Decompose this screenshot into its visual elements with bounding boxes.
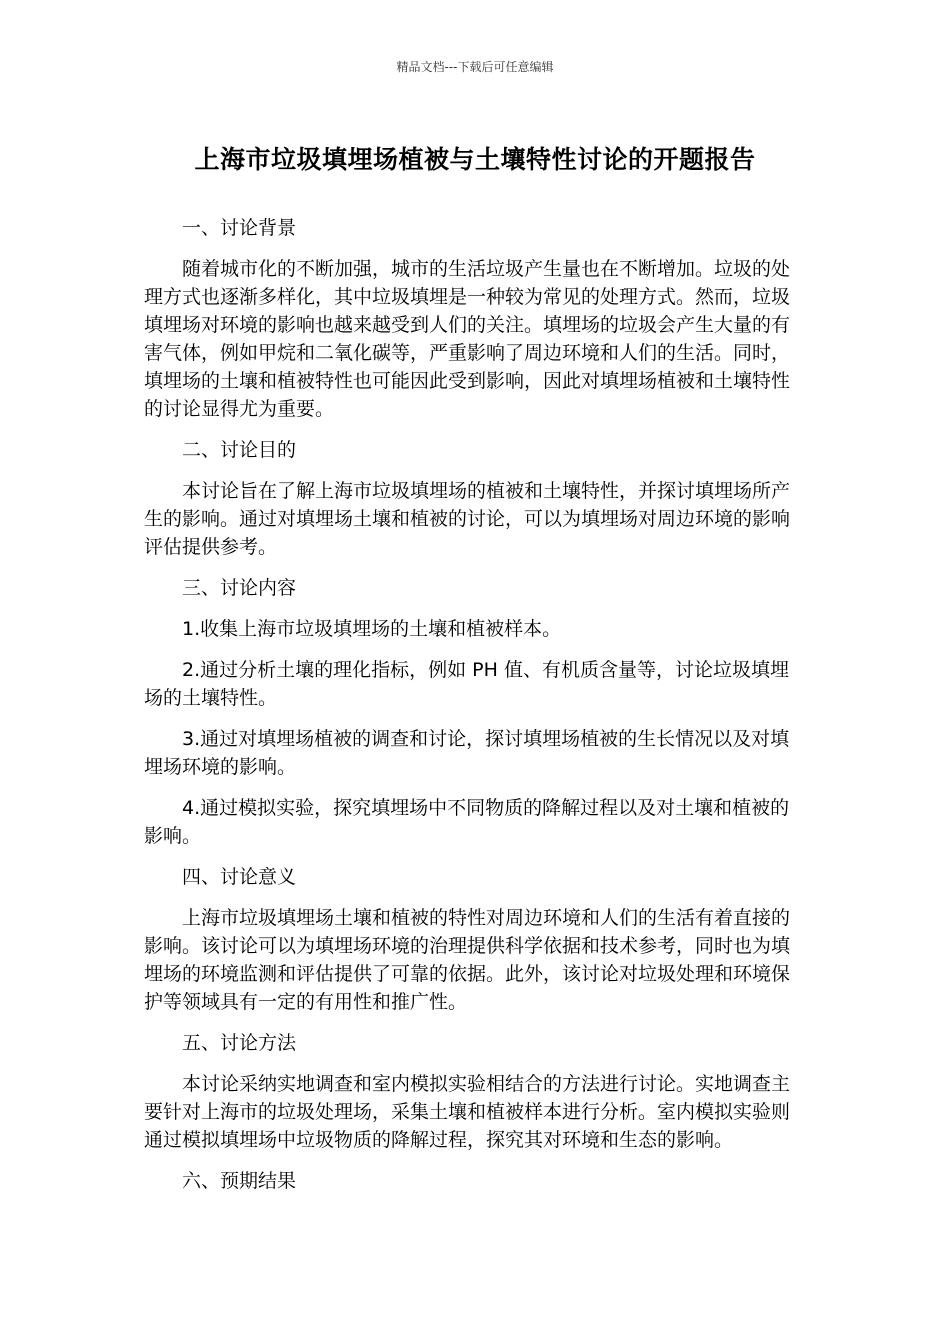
- list-item-content-4: 4.通过模拟实验，探究填埋场中不同物质的降解过程以及对土壤和植被的影响。: [144, 797, 790, 847]
- paragraph-significance: 上海市垃圾填埋场土壤和植被的特性对周边环境和人们的生活有着直接的影响。该讨论可以为填埋场环境的治理提供科学依据和技术参考，同时也为填埋场的环境监测和评估提供了可靠的依据。此外，该讨论对垃圾处理和环境保护等领域具有一定的有用性和推广性。: [144, 907, 791, 1013]
- section-heading-background: 一、讨论背景: [182, 217, 297, 239]
- list-item-content-3: 3.通过对填埋场植被的调查和讨论，探讨填埋场植被的生长情况以及对填埋场环境的影响。: [144, 728, 790, 778]
- paragraph-background: 随着城市化的不断加强，城市的生活垃圾产生量也在不断增加。垃圾的处理方式也逐渐多样化，其中垃圾填埋是一种较为常见的处理方式。然而，垃圾填埋场对环境的影响也越来越受到人们的关注。填埋场的垃圾会产生大量的有害气体，例如甲烷和二氧化碳等，严重影响了周边环境和人们的生活。同时，填埋场的土壤和植被特性也可能因此受到影响，因此对填埋场植被和土壤特性的讨论显得尤为重要。: [144, 258, 791, 420]
- paragraph-purpose: 本讨论旨在了解上海市垃圾填埋场的植被和土壤特性，并探讨填埋场所产生的影响。通过对填埋场土壤和植被的讨论，可以为填埋场对周边环境的影响评估提供参考。: [144, 480, 791, 558]
- document-body: [144, 214, 806, 1208]
- list-item-content-1: 1.收集上海市垃圾填埋场的土壤和植被样本。: [182, 618, 562, 640]
- list-item-content-2: 2.通过分析土壤的理化指标，例如 PH 值、有机质含量等，讨论垃圾填埋场的土壤特性。: [144, 659, 789, 709]
- section-heading-significance: 四、讨论意义: [182, 866, 297, 888]
- header-note: 精品文档---下载后可任意编辑: [396, 60, 554, 74]
- section-heading-expected-results: 六、预期结果: [182, 1170, 297, 1192]
- section-heading-content: 三、讨论内容: [182, 577, 297, 599]
- section-heading-purpose: 二、讨论目的: [182, 439, 297, 461]
- section-heading-method: 五、讨论方法: [182, 1032, 297, 1054]
- paragraph-method: 本讨论采纳实地调查和室内模拟实验相结合的方法进行讨论。实地调查主要针对上海市的垃圾处理场，采集土壤和植被样本进行分析。室内模拟实验则通过模拟填埋场中垃圾物质的降解过程，探究其对环境和生态的影响。: [144, 1073, 791, 1151]
- document-title: 上海市垃圾填埋场植被与土壤特性讨论的开题报告: [194, 145, 756, 174]
